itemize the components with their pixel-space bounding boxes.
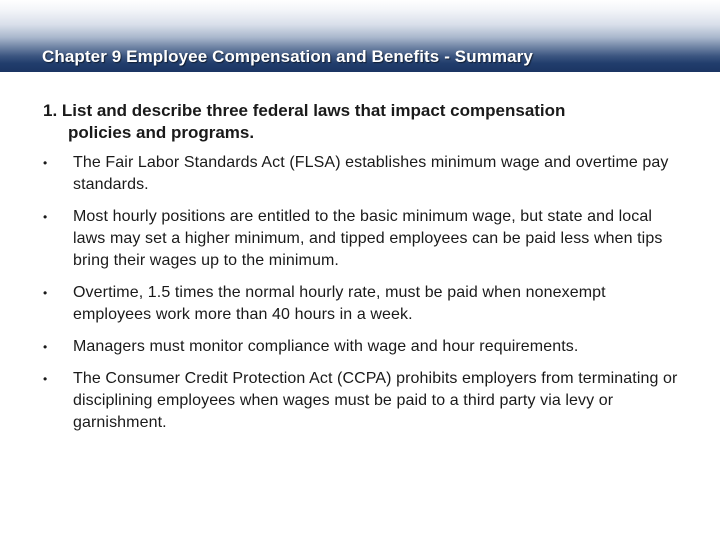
bullet-text: The Consumer Credit Protection Act (CCPA) prohibits employers from terminating or disciplining employees when wages must be paid to a third party via levy or garnishment. [73, 370, 678, 431]
bullet-text: Overtime, 1.5 times the normal hourly rate, must be paid when nonexempt employees work more than 40 hours in a week. [73, 284, 606, 323]
bullet-marker: • [43, 286, 48, 300]
bullet-item [41, 368, 681, 434]
question-heading [43, 100, 683, 144]
bullet-text: Most hourly positions are entitled to the basic minimum wage, but state and local laws may set a higher minimum, and tipped employees can be paid less when tips bring their wages up to the minimum. [73, 208, 663, 269]
bullet-item [41, 206, 681, 272]
bullet-item [41, 336, 681, 358]
bullet-marker: • [43, 156, 48, 170]
bullet-text: Managers must monitor compliance with wage and hour requirements. [73, 338, 579, 355]
bullet-marker: • [43, 372, 48, 386]
question-line-1: 1. List and describe three federal laws that impact compensation [43, 101, 566, 120]
bullet-marker: • [43, 340, 48, 354]
title-bar [0, 0, 720, 72]
bullet-item [41, 152, 681, 196]
bullet-list [41, 152, 681, 444]
question-line-2: policies and programs. [68, 123, 255, 142]
bullet-marker: • [43, 210, 48, 224]
bullet-text: The Fair Labor Standards Act (FLSA) establishes minimum wage and overtime pay standards. [73, 154, 669, 193]
bullet-item [41, 282, 681, 326]
slide-title: Chapter 9 Employee Compensation and Benefits - Summary [42, 47, 533, 66]
